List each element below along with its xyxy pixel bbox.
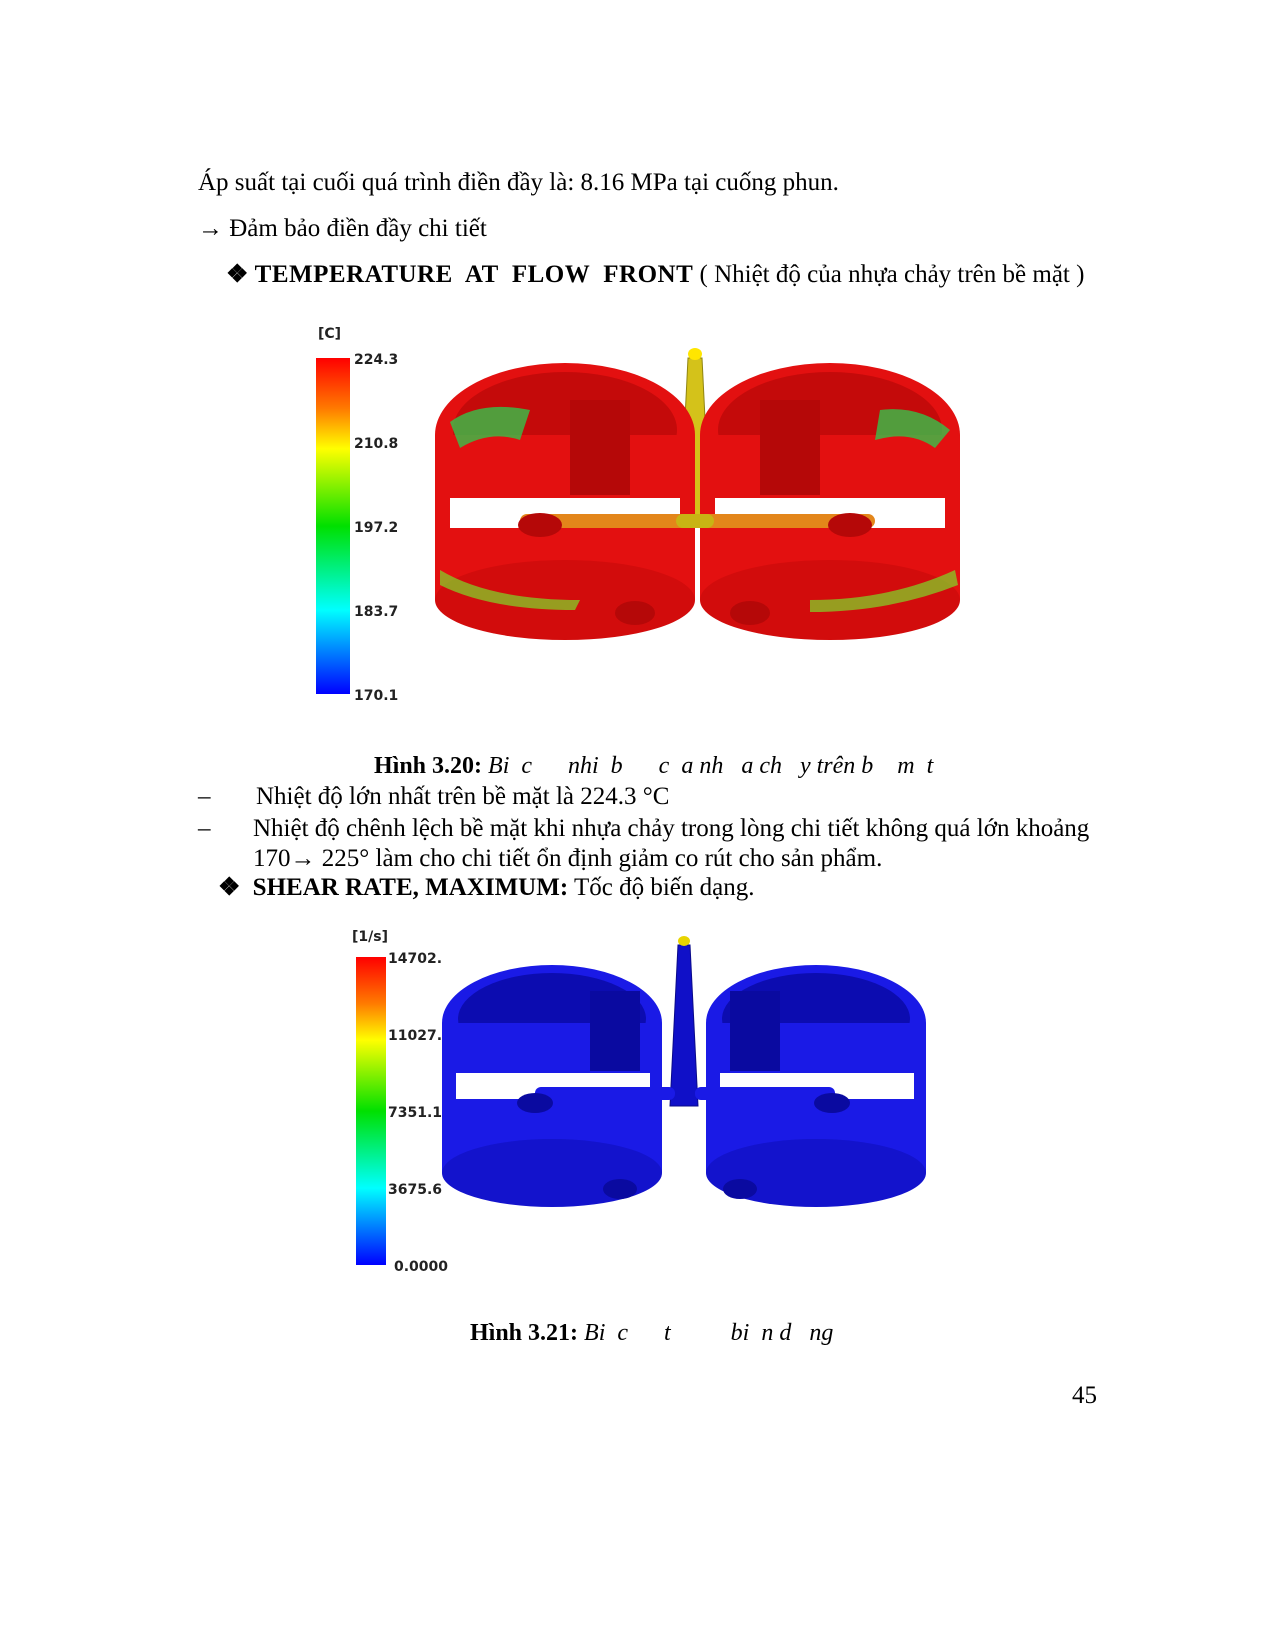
scale-tick-label: 11027. — [388, 1028, 443, 1044]
caption-text: Bi c nhi b c a nh a ch y trên b m t — [482, 753, 934, 779]
scale-tick-label: 210.8 — [354, 436, 399, 452]
scale-tick-label: 3675.6 — [388, 1182, 443, 1198]
scale-tick-label: 170.1 — [354, 688, 399, 704]
list-item — [198, 814, 211, 844]
diamond-bullet-icon: ❖ — [218, 874, 241, 901]
caption-text: Bi c t bi n d ng — [578, 1320, 834, 1346]
section-subtitle: ( Nhiệt độ của nhựa chảy trên bề mặt ) — [693, 261, 1085, 288]
scale-tick-label: 197.2 — [354, 520, 399, 536]
arrow-icon: → — [198, 215, 223, 242]
scale-tick-label: 0.0000 — [394, 1259, 449, 1275]
scale-tick-label: 14702. — [388, 951, 443, 967]
caption-label: Hình 3.20: — [374, 753, 483, 779]
list-item-text-continued: 170→ 225° làm cho chi tiết ổn định giảm co rút cho sản phẩm. — [253, 845, 883, 872]
figure-temperature — [300, 320, 1000, 720]
scale-tick-label: 183.7 — [354, 604, 399, 620]
mold-part-render — [440, 931, 930, 1221]
section-heading-shear-rate — [218, 873, 754, 903]
list-item-text: Nhiệt độ chênh lệch bề mặt khi nhựa chảy trong lòng chi tiết không quá lớn khoảng — [253, 815, 1090, 842]
scale-tick-label: 7351.1 — [388, 1105, 443, 1121]
figure-shear-rate — [340, 925, 940, 1280]
pressure-paragraph: Áp suất tại cuối quá trình điền đầy là: 8.16 MPa tại cuống phun. — [198, 169, 839, 196]
section-subtitle: Tốc độ biến dạng. — [568, 874, 755, 901]
dash-bullet: – — [198, 815, 211, 842]
conclusion-text: Đảm bảo điền đầy chi tiết — [229, 215, 487, 242]
list-item — [198, 782, 211, 812]
section-title: SHEAR RATE, MAXIMUM: — [252, 874, 569, 901]
list-item-text: Nhiệt độ lớn nhất trên bề mặt là 224.3 °C — [256, 783, 670, 810]
diamond-bullet-icon: ❖ — [226, 261, 249, 288]
figure-caption-320 — [362, 726, 933, 780]
page-number: 45 — [1072, 1382, 1097, 1409]
color-scale-bar — [356, 957, 388, 1265]
scale-tick-label: 224.3 — [354, 352, 399, 368]
scale-unit: [C] — [318, 326, 342, 342]
caption-label: Hình 3.21: — [470, 1320, 579, 1346]
figure-caption-321 — [458, 1293, 833, 1347]
dash-bullet: – — [198, 783, 211, 810]
scale-unit: [1/s] — [352, 929, 388, 945]
section-title: TEMPERATURE AT FLOW FRONT — [254, 261, 694, 288]
section-heading-temperature — [226, 260, 1084, 290]
mold-part-render — [410, 330, 990, 650]
color-scale-bar — [316, 358, 352, 694]
conclusion-line — [198, 214, 487, 244]
